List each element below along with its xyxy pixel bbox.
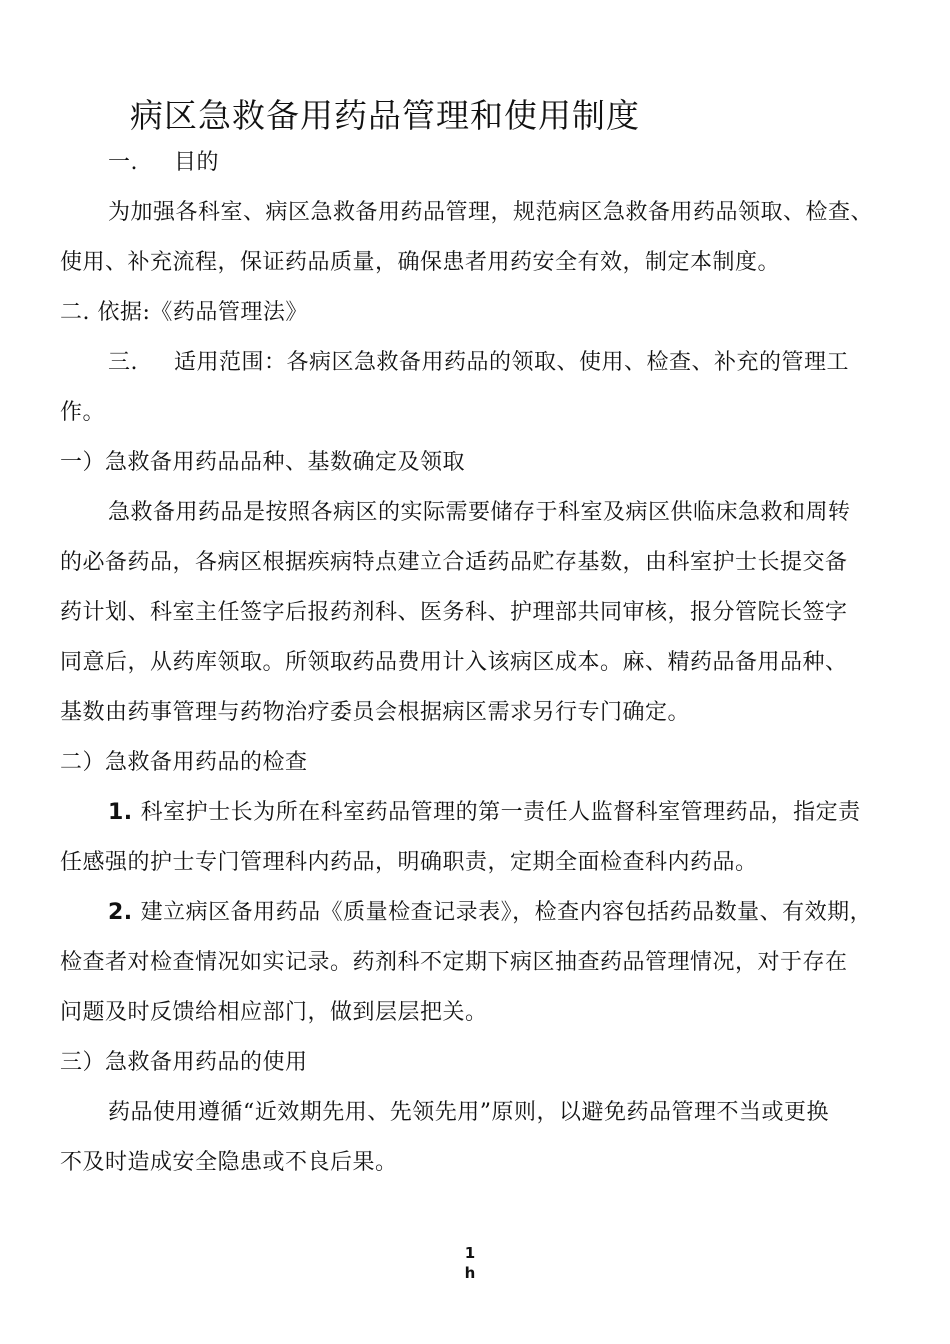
subsection-2-item-2-line-3: 问题及时反馈给相应部门，做到层层把关。 [60, 1000, 488, 1025]
subsection-1-line-5: 基数由药事管理与药物治疗委员会根据病区需求另行专门确定。 [60, 700, 691, 725]
subsection-1-line-2: 的必备药品，各病区根据疾病特点建立合适药品贮存基数，由科室护士长提交备 [60, 550, 848, 575]
section-1-heading [108, 148, 219, 178]
item-2-line-1-text: 建立病区备用药品《质量检查记录表》，检查内容包括药品数量、有效期， [140, 900, 873, 925]
subsection-2-item-2-line-1 [108, 898, 872, 928]
section-1-line-1: 为加强各科室、病区急救备用药品管理，规范病区急救备用药品领取、检查、 [108, 200, 874, 225]
item-1-line-1-text: 科室护士长为所在科室药品管理的第一责任人监督科室管理药品，指定责 [140, 800, 861, 825]
subsection-2-item-2-line-2: 检查者对检查情况如实记录。药剂科不定期下病区抽查药品管理情况，对于存在 [60, 950, 848, 975]
page-number: 1 [464, 1244, 476, 1262]
section-3-number: 三. [108, 350, 138, 375]
section-3-line-1 [108, 348, 849, 378]
subsection-2-heading: 二）急救备用药品的检查 [60, 750, 308, 775]
section-2-basis: 二. 依据:《药品管理法》 [60, 300, 308, 325]
subsection-3-line-1: 药品使用遵循“近效期先用、先领先用”原则，以避免药品管理不当或更换 [108, 1100, 829, 1125]
document-title: 病区急救备用药品管理和使用制度 [130, 96, 640, 135]
page-footer-mark: h [464, 1264, 476, 1282]
item-1-number: 1. [108, 800, 133, 825]
section-3-line-2: 作。 [60, 400, 106, 425]
subsection-3-heading: 三）急救备用药品的使用 [60, 1050, 308, 1075]
subsection-2-item-1-line-2: 任感强的护士专门管理科内药品，明确职责，定期全面检查科内药品。 [60, 850, 758, 875]
section-3-line-1-text: 适用范围：各病区急救备用药品的领取、使用、检查、补充的管理工 [174, 350, 850, 375]
section-1-number: 一. [108, 150, 138, 175]
subsection-2-item-1-line-1 [108, 798, 861, 828]
subsection-1-line-1: 急救备用药品是按照各病区的实际需要储存于科室及病区供临床急救和周转 [108, 500, 851, 525]
subsection-1-heading: 一）急救备用药品品种、基数确定及领取 [60, 450, 466, 475]
section-1-heading-text: 目的 [174, 150, 220, 175]
subsection-3-line-2: 不及时造成安全隐患或不良后果。 [60, 1150, 398, 1175]
page-footer [455, 1243, 485, 1283]
item-2-number: 2. [108, 900, 133, 925]
section-1-line-2: 使用、补充流程，保证药品质量，确保患者用药安全有效，制定本制度。 [60, 250, 781, 275]
subsection-1-line-3: 药计划、科室主任签字后报药剂科、医务科、护理部共同审核，报分管院长签字 [60, 600, 848, 625]
subsection-1-line-4: 同意后，从药库领取。所领取药品费用计入该病区成本。麻、精药品备用品种、 [60, 650, 848, 675]
